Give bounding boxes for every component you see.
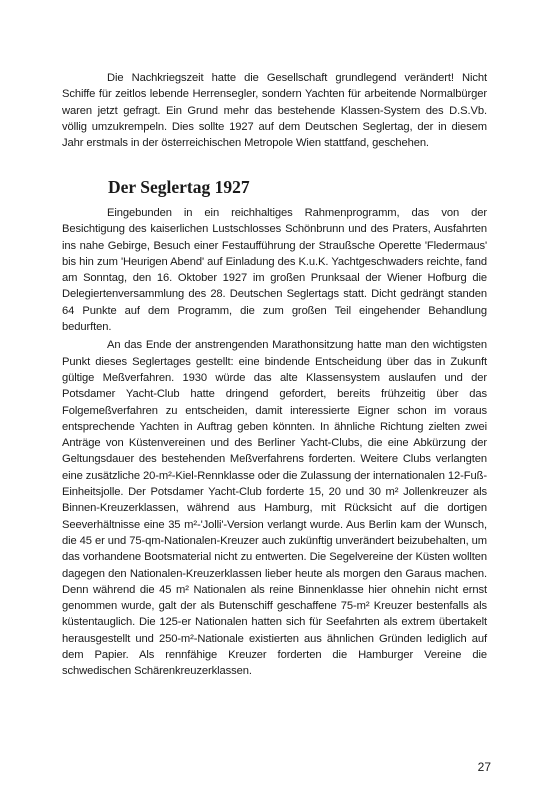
- section-heading: Der Seglertag 1927: [108, 177, 250, 197]
- page-number: 27: [477, 760, 491, 774]
- body-paragraph: Eingebunden in ein reichhaltiges Rahmenprogramm, das von der Besichtigung des kaiserlichen Lustschlosses Schönbrunn und des Praters, Ausfahrten ins nahe Gebirge, Besuch einer Festaufführung der Straußsche Operette 'Fledermaus' bis hin zum 'Heurigen Abend' auf Einladung des K.u.K. Yachtgeschwaders reichte, fand am Sonntag, den 16. Oktober 1927 im großen Prunksaal der Wiener Hofburg die Delegiertenversammlung des 28. Deutschen Seglertags statt. Dicht gedrängt standen 64 Punkte auf dem Programm, die zum großen Teil eingehender Behandlung bedurften.: [62, 207, 487, 334]
- main-section: [62, 205, 487, 682]
- body-paragraph: An das Ende der anstrengenden Marathonsitzung hatte man den wichtigsten Punkt dieses Seglertages gestellt: eine bindende Entscheidung über das in Zukunft gültige Meßverfahren. 1930 würde das alte Klassensystem auslaufen und der Potsdamer Yacht-Club hatte dringend gefordert, bereits frühzeitig über das Folgemeßverfahren zu entscheiden, damit interessierte Eigner schon im voraus entsprechende Yachten in Auftrag geben könnten. In ähnliche Richtung zielten zwei Anträge von Küstenvereinen und des Berliner Yacht-Clubs, die eine Abkürzung der Geltungsdauer des bestehenden Meßverfahrens forderten. Weitere Clubs verlangten eine zusätzliche 20-m²-Kiel-Rennklasse oder die Zulassung der internationalen 12-Fuß-Einheitsjolle. Der Potsdamer Yacht-Club forderte 15, 20 und 30 m² Jollenkreuzer als Binnen-Kreuzerklassen, während aus Hamburg, mit Rücksicht auf die dortigen Seeverhältnisse eine 35 m²-'Jolli'-Version verlangt wurde. Aus Berlin kam der Wunsch, die 45 er und 75-qm-Nationalen-Kreuzer auch zukünftig unverändert beizubehalten, um das vorhandene Bootsmaterial nicht zu entwerten. Die Segelvereine der Küsten wollten dagegen den Nationalen-Kreuzerklassen lieber heute als morgen den Garaus machen. Denn während die 45 m² Nationalen als reine Binnenklasse hier ohnehin nicht ernst genommen wurde, galt der als Butenschiff geschaffene 75-m² Kreuzer bestenfalls als küstentauglich. Die 125-er Nationalen hatten sich für Seefahrten als extrem übertakelt herausgestellt und 250-m²-Nationale existierten aus ähnlichen Gründen lediglich auf dem Papier. Als rennfähige Kreuzer forderten die Hamburger Vereine die schwedischen Schärenkreuzerklassen.: [62, 339, 487, 678]
- intro-section: [62, 70, 487, 151]
- intro-paragraph: Die Nachkriegszeit hatte die Gesellschaft grundlegend verändert! Nicht Schiffe für zeitlos lebende Herrensegler, sondern Yachten für arbeitende Normalbürger waren jetzt gefragt. Ein Grund mehr das bestehende Klassen-System des D.S.Vb. völlig umzukrempeln. Dies sollte 1927 auf dem Deutschen Seglertag, der in diesem Jahr erstmals in der österreichischen Metropole Wien stattfand, geschehen.: [62, 72, 487, 150]
